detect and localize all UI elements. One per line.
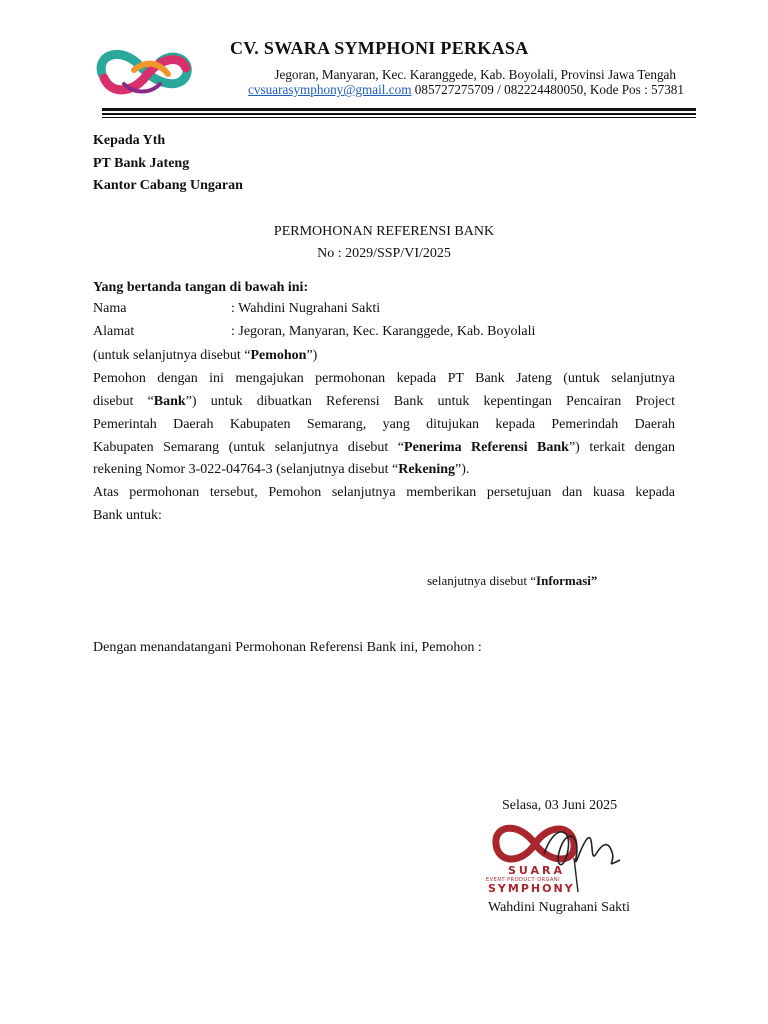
term-rekening: Rekening: [398, 462, 456, 477]
letterhead-rule-mid: [102, 113, 696, 115]
recipient-line-2: PT Bank Jateng: [93, 156, 190, 171]
info-definition: selanjutnya disebut “Informasi”: [427, 573, 598, 588]
paragraph-1-line-5: rekening Nomor 3-022-04764-3 (selanjutnya disebut “Rekening”).: [93, 462, 470, 477]
address-value: : Jegoran, Manyaran, Kec. Karanggede, Kab. Boyolali: [231, 324, 536, 339]
letterhead-rule-thin: [102, 117, 696, 118]
signatory-name: Wahdini Nugrahani Sakti: [488, 900, 630, 915]
name-value: : Wahdini Nugrahani Sakti: [231, 301, 381, 316]
recipient-line-1: Kepada Yth: [93, 133, 166, 148]
applicant-definition: (untuk selanjutnya disebut “Pemohon”): [93, 348, 318, 363]
term-informasi: Informasi”: [536, 573, 598, 588]
paragraph-1-line-4: Kabupaten Semarang (untuk selanjutnya disebut “Penerima Referensi Bank”) terkait dengan: [93, 440, 675, 455]
paragraph-1-line-1: Pemohon dengan ini mengajukan permohonan kepada PT Bank Jateng (untuk selanjutnya: [93, 371, 675, 386]
term-bank: Bank: [153, 394, 186, 409]
letter-number: No : 2029/SSP/VI/2025: [317, 246, 451, 261]
company-address: Jegoran, Manyaran, Kec. Karanggede, Kab. Boyolali, Provinsi Jawa Tengah: [274, 67, 676, 82]
stamp-text-suara: SUARA: [508, 864, 566, 877]
intro-line: Yang bertanda tangan di bawah ini:: [93, 280, 309, 295]
company-email-link[interactable]: cvsuarasymphony@gmail.com: [248, 82, 412, 97]
company-name: CV. SWARA SYMPHONI PERKASA: [230, 38, 529, 58]
name-label: Nama: [93, 301, 127, 316]
paragraph-1-line-3: Pemerintah Daerah Kabupaten Semarang, yang ditujukan kepada Pemerindah Daerah: [93, 417, 675, 432]
company-phones-postcode: 085727275709 / 082224480050, Kode Pos : 57381: [411, 82, 684, 97]
signature-date: Selasa, 03 Juni 2025: [502, 798, 618, 813]
recipient-line-3: Kantor Cabang Ungaran: [93, 178, 243, 193]
paragraph-2-line-1: Atas permohonan tersebut, Pemohon selanjutnya memberikan persetujuan dan kuasa kepada: [93, 485, 675, 500]
paragraph-1-line-2: disebut “Bank”) untuk dibuatkan Referensi Bank untuk kepentingan Pencairan Project: [93, 394, 676, 409]
paragraph-2-line-2: Bank untuk:: [93, 508, 162, 523]
stamp-text-symphony: SYMPHONY: [488, 882, 575, 895]
closing-line: Dengan menandatangani Permohonan Referensi Bank ini, Pemohon :: [93, 640, 482, 655]
address-label: Alamat: [93, 324, 135, 339]
letterhead-rule-thick: [102, 108, 696, 111]
term-pemohon: Pemohon: [250, 348, 307, 363]
letter-title: PERMOHONAN REFERENSI BANK: [273, 224, 495, 239]
term-penerima: Penerima Referensi Bank: [404, 440, 569, 455]
stamp-tagline: EVENT·PRODUCT·ORGANI: [486, 877, 561, 883]
company-stamp: [486, 818, 636, 908]
company-contact: [150, 82, 684, 98]
